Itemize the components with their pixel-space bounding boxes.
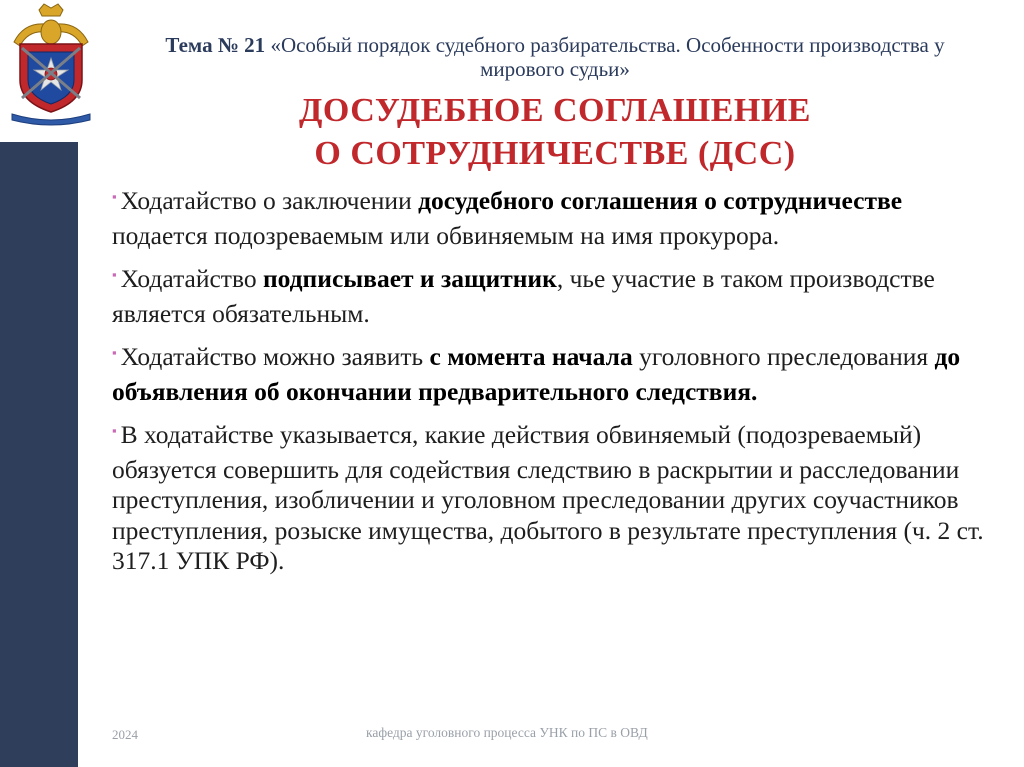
footer-department: кафедра уголовного процесса УНК по ПС в ОВД [366,725,648,740]
title-line-1: ДОСУДЕБНОЕ СОГЛАШЕНИЕ [299,92,811,129]
para-emphasis: досудебного соглашения о сотрудничестве [418,186,903,215]
bullet-paragraph-2 [112,264,992,329]
bullet-icon: ▪ [112,423,117,438]
para-emphasis: подписывает и защитник [262,264,557,293]
bullet-icon: ▪ [112,189,117,204]
para-text: уголовного преследования [632,342,935,371]
para-text: Ходатайство о заключении [120,186,419,215]
page-title [140,89,970,175]
para-emphasis: с момента начала [429,342,633,371]
bullet-icon: ▪ [112,267,117,282]
para-text: Ходатайство [120,264,263,293]
content-body [112,186,992,590]
para-text: , чье участие в таком производстве является обязательным. [112,264,935,328]
topic-prefix: Тема № 21 [165,33,266,57]
para-text: Ходатайство можно заявить [120,342,430,371]
sidebar-bar [0,142,78,767]
topic-text: «Особый порядок судебного разбирательства. Особенности производства у мирового судьи» [270,33,945,81]
footer-year: 2024 [112,727,138,742]
para-text: подается подозреваемым или обвиняемым на имя прокурора. [112,220,780,250]
para-emphasis: до объявления об окончании предварительного следствия. [112,342,961,406]
police-academy-emblem-icon [6,2,96,126]
topic-line [140,33,970,81]
bullet-paragraph-4 [112,420,992,577]
para-text: В ходатайстве указывается, какие действия обвиняемый (подозреваемый) обязуется совершить для содействия следствию в раскрытии и расследовании преступления, изобличении и уголовном преследовании других соучастников преступления, розыске имущества, добытого в результате преступления (ч. 2 ст. 317.1 УПК РФ). [112,420,984,575]
bullet-paragraph-1 [112,186,992,251]
bullet-icon: ▪ [112,345,117,360]
bullet-paragraph-3 [112,342,992,407]
title-line-2: О СОТРУДНИЧЕСТВЕ (ДСС) [314,135,796,172]
